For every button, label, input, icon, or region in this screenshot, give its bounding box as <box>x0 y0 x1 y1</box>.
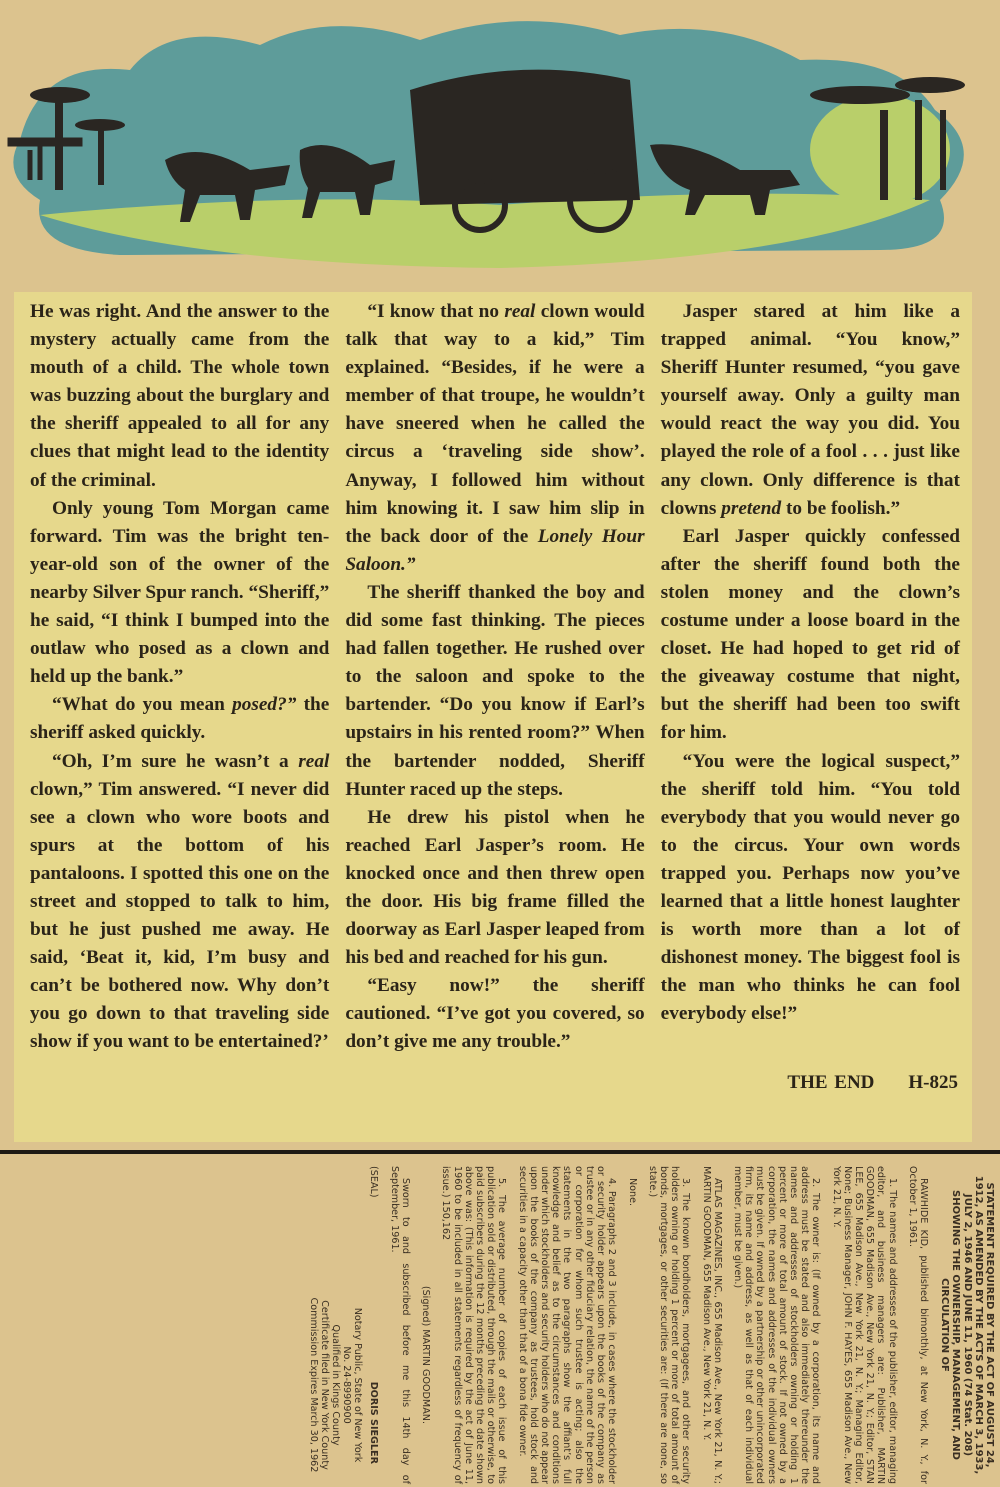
story-text-segment: He was right. And the answer to the mystery actually came from the mouth of a child. The whole town was buzzing about the burglary and the sheriff appealed to all for any clues that might lead to the identity of the criminal. <box>30 301 330 491</box>
story-text-segment: clown would talk that way to a kid,” Tim explained. “Besides, if he were a member of that troupe, he wouldn’t have sneered when he called the circus a ‘traveling side show’. Anyway, I followed him without him knowing it. I saw him slip in the back door of the <box>345 301 645 547</box>
story-paragraph <box>661 523 960 748</box>
story-paragraph <box>30 298 329 495</box>
statement-paragraph: 3. The known bondholders, mortgagees, and other security holders owning or holding 1 percent or more of total amount of bonds, mortgages, or other securities are: (If there are none, so state.) <box>646 1166 692 1484</box>
notary-line: Commission Expires March 30, 1962 <box>308 1297 320 1473</box>
trees-right-icon <box>810 77 965 205</box>
notary-line: Notary Public, State of New York <box>352 1307 364 1463</box>
notary-line: Certificate filed in New York County <box>319 1300 331 1470</box>
story-text-segment: “What do you mean <box>52 694 233 716</box>
notary-name: DORIS SIEGLER <box>367 1381 379 1464</box>
statement-sworn: Sworn to and subscribed before me this 14th day of September, 1961. <box>388 1166 412 1484</box>
statement-paragraph: 4. Paragraphs 2 and 3 include, in cases where the stockholder or security holder appears upon the books of the company as trustee or in any other fiduciary relation, the name of the person or corporation for whom such trustee is acting; also the statements in the two paragraphs show the affiant’s full knowledge and belief as to the circumstances and conditions under which stockholders and security holders who do not appear upon the books of the company as trustees, hold stock and securities in a capacity other than that of a bona fide owner. <box>516 1166 618 1484</box>
story-paragraph <box>345 804 644 973</box>
story-end <box>787 1072 958 1094</box>
statement-signed: (Signed) MARTIN GOODMAN. <box>420 1285 432 1424</box>
story-text-segment: Only young Tom Morgan came forward. Tim was the bright ten-year-old son of the owner of the nearby Silver Spur ranch. “Sheriff,” he said, “I think I bumped into the outlaw who posed as a clown and held up the bank.” <box>30 497 330 688</box>
story-text-segment: The sheriff thanked the boy and did some fast thinking. The pieces had fallen together. He rushed over to the saloon and spoke to the bartender. “Do you know if Earl’s upstairs in his rented room?” When the bartender nodded, Sheriff Hunter raced up the steps. <box>345 581 645 800</box>
story-text-segment: posed?” <box>232 694 297 716</box>
story-text-segment: Earl Jasper quickly confessed after the sheriff found both the stolen money and the clown’s costume under a loose board in the closet. He had hoped to get rid of the giveaway costume that night, but the sheriff had been too swift for him. <box>660 525 960 744</box>
story-text-segment: Lonely Hour Saloon.” <box>345 525 645 575</box>
story-paragraph <box>345 972 644 1056</box>
story-text-segment: the sheriff asked quickly. <box>30 694 330 744</box>
story-paragraph <box>345 298 644 579</box>
story-text-segment: clown,” Tim answered. “I never did see a clown who wore boots and spurs at the bottom of his pantaloons. I spotted this one on the street and stopped to talk to him, but he just pushed me away. He said, ‘Beat it, kid, I’m busy and can’t be bothered now. Why don’t you go down to that traveling side show if you want to be entertained?’ <box>30 778 330 1053</box>
story-text-segment: pretend <box>721 497 782 519</box>
story-text-segment: to be foolish.” <box>781 497 901 519</box>
story-text-segment: “I know that no <box>367 301 505 322</box>
story-paragraph <box>30 691 329 747</box>
story-paragraph <box>30 495 329 692</box>
story-text-segment: real <box>298 750 330 772</box>
stagecoach-illustration <box>0 0 1000 295</box>
story-text <box>30 298 960 1098</box>
story-paragraph <box>345 579 644 804</box>
story-text-segment: “Oh, I’m sure he wasn’t a <box>52 750 299 772</box>
notary-line: Qualified in Kings County <box>330 1324 342 1446</box>
statement-paragraph: 2. The owner is: (If owned by a corporation, its name and address must be stated and also immediately thereunder the names and addresses of stockholders owning or holding 1 percent or more of total amount of stock. If not owned by a corporation, the names and addresses of the individual owners must be given. If owned by a partnership or other unincorporated firm, its name and address, as well as that of each individual member, must be given.) <box>731 1166 822 1484</box>
statement-paragraph: ATLAS MAGAZINES, INC., 655 Madison Ave., New York 21, N. Y.; MARTIN GOODMAN, 655 Madison Ave., New York 21, N. Y. <box>700 1166 723 1484</box>
statement-heading: STATEMENT REQUIRED BY THE ACT OF AUGUST 24, 1912, AS AMENDED BY THE ACTS OF MARCH 3, 1933, JULY 2, 1946 AND JUNE 11, 1960 (74 Stat. 208) SHOWING THE OWNERSHIP, MANAGEMENT, AND CIRCULATION OF <box>939 1175 995 1475</box>
ownership-statement <box>0 1158 1000 1487</box>
the-end-label: THE END <box>787 1072 875 1093</box>
notary-line: No. 24-8990900 <box>341 1346 353 1424</box>
story-text-segment: “Easy now!” the sheriff cautioned. “I’ve got you covered, so don’t give me any trouble.” <box>345 975 645 1053</box>
statement-paragraph: 1. The names and addresses of the publisher, editor, managing editor, and business managers are: Publisher, MARTIN GOODMAN, 655 Madison Ave., New York 21, N. Y.; Editor, STAN LEE, 655 Madison Ave., New York 21, N. Y.; Managing Editor, None; Business Manager, JOHN F. HAYES, 655 Madison Ave., New York 21, N. Y. <box>830 1166 898 1484</box>
story-paragraph <box>661 298 960 523</box>
story-paragraph <box>661 748 960 1029</box>
story-code: H-825 <box>908 1072 958 1093</box>
story-text-segment: “You were the logical suspect,” the sheriff told him. “You told everybody that you would never go to the circus. Your own words trapped you. Perhaps now you’ve learned that a little honest laughter is worth more than a lot of dishonest money. The biggest fool is the man who thinks he can fool everybody else!” <box>660 750 960 1025</box>
story-text-segment: Jasper stared at him like a trapped animal. “You know,” Sheriff Hunter resumed, “you gave yourself away. Only a guilty man would react the way you did. You played the role of a fool . . . just like any clown. Only difference is that clowns <box>660 301 960 519</box>
story-text-segment: He drew his pistol when he reached Earl Jasper’s room. He knocked once and then threw open the door. His big frame filled the doorway as Earl Jasper leaped from his bed and reached for his gun. <box>345 806 645 969</box>
statement-paragraph: RAWHIDE KID, published bimonthly, at New York, N. Y., for October 1, 1961. <box>906 1166 929 1484</box>
divider-rule <box>0 1150 1000 1154</box>
seal-label: (SEAL) <box>367 1166 379 1198</box>
story-text-segment: real <box>504 301 536 322</box>
statement-paragraph: None. <box>626 1178 638 1207</box>
story-panel <box>14 292 972 1142</box>
story-paragraph <box>30 748 329 1057</box>
statement-paragraph: 5. The average number of copies of each issue of this publication sold or distributed, through the mails or otherwise, to paid subscribers during the 12 months preceding the date shown above was: (This information is required by the act of June 11, 1960 to be included in all statements regardless of frequency of issue.) 150,162 <box>440 1166 508 1484</box>
